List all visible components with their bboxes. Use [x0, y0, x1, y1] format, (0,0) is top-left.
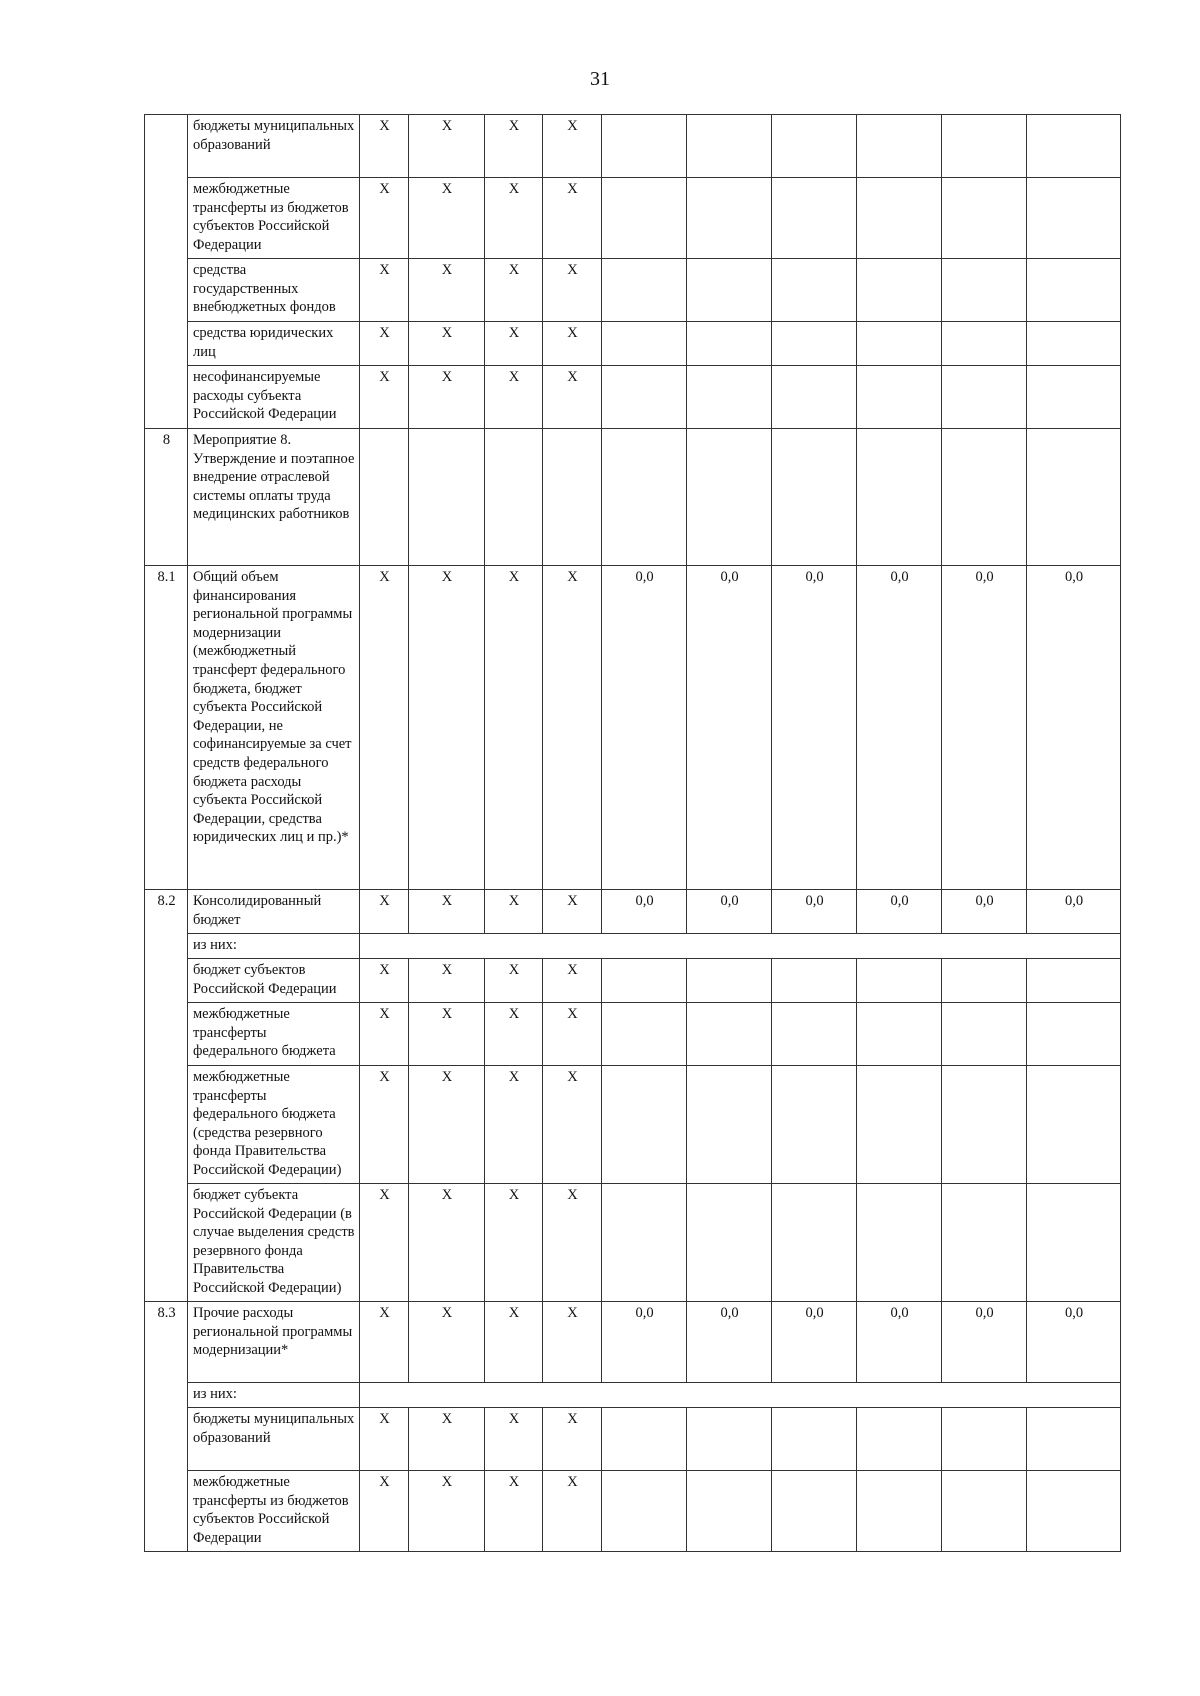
value-cell — [1027, 115, 1121, 178]
value-cell — [602, 1066, 687, 1184]
value-cell — [772, 1471, 857, 1552]
x-cell — [543, 429, 602, 566]
value-cell — [1027, 259, 1121, 322]
value-cell: 0,0 — [1027, 890, 1121, 934]
row-name: межбюджетные трансферты федерального бюджета — [188, 1003, 360, 1066]
value-cell — [857, 115, 942, 178]
table-row — [145, 566, 1121, 890]
value-cell — [602, 1408, 687, 1471]
x-cell: X — [409, 1302, 485, 1383]
value-cell — [942, 1408, 1027, 1471]
x-cell: X — [543, 259, 602, 322]
value-cell: 0,0 — [1027, 1302, 1121, 1383]
x-cell: X — [485, 1302, 543, 1383]
value-cell — [772, 1003, 857, 1066]
value-cell — [1027, 366, 1121, 429]
value-cell — [772, 115, 857, 178]
table-row — [145, 1066, 1121, 1184]
x-cell: X — [543, 1408, 602, 1471]
table-row — [145, 178, 1121, 259]
value-cell: 0,0 — [687, 890, 772, 934]
x-cell: X — [543, 1471, 602, 1552]
x-cell: X — [360, 1302, 409, 1383]
value-cell: 0,0 — [687, 1302, 772, 1383]
value-cell — [687, 115, 772, 178]
spanned-empty-cell — [360, 934, 1121, 959]
x-cell: X — [485, 959, 543, 1003]
row-name: межбюджетные трансферты федерального бюджета (средства резервного фонда Правительства Российской Федерации) — [188, 1066, 360, 1184]
value-cell — [1027, 1003, 1121, 1066]
x-cell: X — [485, 1408, 543, 1471]
x-cell — [409, 429, 485, 566]
x-cell: X — [360, 890, 409, 934]
x-cell: X — [543, 1184, 602, 1302]
value-cell — [857, 1003, 942, 1066]
value-cell — [772, 959, 857, 1003]
row-number — [145, 259, 188, 322]
row-number — [145, 322, 188, 366]
value-cell — [687, 1471, 772, 1552]
value-cell — [1027, 322, 1121, 366]
value-cell — [942, 1003, 1027, 1066]
row-number: 8.3 — [145, 1302, 188, 1383]
value-cell — [942, 178, 1027, 259]
x-cell: X — [543, 1302, 602, 1383]
value-cell — [1027, 1184, 1121, 1302]
value-cell — [772, 322, 857, 366]
value-cell — [602, 1184, 687, 1302]
x-cell: X — [409, 366, 485, 429]
table-row — [145, 1471, 1121, 1552]
x-cell: X — [360, 259, 409, 322]
x-cell: X — [360, 959, 409, 1003]
value-cell: 0,0 — [942, 566, 1027, 890]
value-cell — [772, 178, 857, 259]
value-cell — [602, 1003, 687, 1066]
table-row — [145, 322, 1121, 366]
x-cell: X — [543, 1066, 602, 1184]
row-name: межбюджетные трансферты из бюджетов субъектов Российской Федерации — [188, 1471, 360, 1552]
x-cell: X — [360, 1066, 409, 1184]
value-cell — [687, 178, 772, 259]
value-cell — [857, 1066, 942, 1184]
value-cell — [942, 1066, 1027, 1184]
value-cell — [857, 259, 942, 322]
value-cell — [602, 322, 687, 366]
x-cell: X — [409, 890, 485, 934]
table-row — [145, 1302, 1121, 1383]
value-cell: 0,0 — [602, 1302, 687, 1383]
value-cell: 0,0 — [602, 890, 687, 934]
x-cell: X — [409, 259, 485, 322]
value-cell — [942, 322, 1027, 366]
value-cell — [687, 429, 772, 566]
table-row — [145, 1003, 1121, 1066]
x-cell: X — [409, 959, 485, 1003]
value-cell — [1027, 1408, 1121, 1471]
x-cell: X — [360, 1184, 409, 1302]
x-cell: X — [485, 1184, 543, 1302]
value-cell — [942, 259, 1027, 322]
value-cell — [772, 429, 857, 566]
value-cell — [1027, 178, 1121, 259]
x-cell: X — [409, 1184, 485, 1302]
value-cell — [772, 1184, 857, 1302]
row-name: бюджет субъекта Российской Федерации (в случае выделения средств резервного фонда Правительства Российской Федерации) — [188, 1184, 360, 1302]
x-cell: X — [485, 890, 543, 934]
table-row — [145, 1383, 1121, 1408]
row-number — [145, 1471, 188, 1552]
row-name: Мероприятие 8. Утверждение и поэтапное внедрение отраслевой системы оплаты труда медицинских работников — [188, 429, 360, 566]
row-name: средства юридических лиц — [188, 322, 360, 366]
table-row — [145, 259, 1121, 322]
table-row — [145, 429, 1121, 566]
page-number: 31 — [590, 68, 610, 90]
value-cell — [687, 259, 772, 322]
row-number — [145, 366, 188, 429]
x-cell: X — [485, 366, 543, 429]
value-cell: 0,0 — [772, 890, 857, 934]
value-cell — [1027, 429, 1121, 566]
value-cell — [602, 366, 687, 429]
row-number — [145, 1383, 188, 1408]
row-number: 8.2 — [145, 890, 188, 934]
value-cell — [942, 429, 1027, 566]
value-cell — [602, 178, 687, 259]
value-cell — [687, 959, 772, 1003]
row-name: из них: — [188, 934, 360, 959]
x-cell: X — [485, 1471, 543, 1552]
value-cell — [857, 1471, 942, 1552]
table-row — [145, 115, 1121, 178]
x-cell: X — [360, 115, 409, 178]
row-name: бюджеты муниципальных образований — [188, 1408, 360, 1471]
row-number — [145, 178, 188, 259]
value-cell — [942, 959, 1027, 1003]
value-cell: 0,0 — [942, 1302, 1027, 1383]
value-cell — [602, 115, 687, 178]
x-cell: X — [409, 178, 485, 259]
value-cell: 0,0 — [772, 1302, 857, 1383]
value-cell — [687, 366, 772, 429]
x-cell: X — [360, 1003, 409, 1066]
value-cell — [772, 366, 857, 429]
x-cell: X — [409, 566, 485, 890]
x-cell — [360, 429, 409, 566]
value-cell: 0,0 — [857, 1302, 942, 1383]
value-cell: 0,0 — [602, 566, 687, 890]
x-cell: X — [485, 178, 543, 259]
x-cell: X — [485, 322, 543, 366]
x-cell: X — [360, 1471, 409, 1552]
x-cell: X — [360, 1408, 409, 1471]
x-cell: X — [543, 366, 602, 429]
value-cell — [942, 1471, 1027, 1552]
table-row — [145, 1408, 1121, 1471]
x-cell: X — [485, 1066, 543, 1184]
x-cell: X — [485, 259, 543, 322]
value-cell — [687, 1408, 772, 1471]
row-name: средства государственных внебюджетных фондов — [188, 259, 360, 322]
value-cell: 0,0 — [942, 890, 1027, 934]
x-cell: X — [543, 890, 602, 934]
value-cell — [1027, 1471, 1121, 1552]
x-cell: X — [485, 115, 543, 178]
row-number — [145, 1066, 188, 1184]
row-number: 8 — [145, 429, 188, 566]
x-cell: X — [485, 566, 543, 890]
value-cell — [857, 1184, 942, 1302]
x-cell: X — [409, 1408, 485, 1471]
row-number — [145, 1408, 188, 1471]
value-cell — [772, 1408, 857, 1471]
value-cell — [942, 1184, 1027, 1302]
x-cell: X — [543, 959, 602, 1003]
x-cell: X — [409, 1066, 485, 1184]
table-row — [145, 890, 1121, 934]
value-cell — [602, 1471, 687, 1552]
value-cell: 0,0 — [687, 566, 772, 890]
row-number — [145, 115, 188, 178]
row-name: из них: — [188, 1383, 360, 1408]
value-cell — [857, 959, 942, 1003]
row-name: Общий объем финансирования региональной программы модернизации (межбюджетный трансферт федерального бюджета, бюджет субъекта Российской Федерации, не софинансируемые за счет средств федерального бюджета расходы субъекта Российской Федерации, средства юридических лиц и пр.)* — [188, 566, 360, 890]
value-cell — [602, 429, 687, 566]
x-cell: X — [360, 566, 409, 890]
value-cell — [942, 115, 1027, 178]
x-cell: X — [485, 1003, 543, 1066]
value-cell: 0,0 — [857, 566, 942, 890]
row-name: бюджет субъектов Российской Федерации — [188, 959, 360, 1003]
value-cell — [857, 178, 942, 259]
value-cell — [687, 1066, 772, 1184]
x-cell — [485, 429, 543, 566]
row-name: межбюджетные трансферты из бюджетов субъектов Российской Федерации — [188, 178, 360, 259]
value-cell — [687, 322, 772, 366]
x-cell: X — [409, 1471, 485, 1552]
x-cell: X — [543, 566, 602, 890]
value-cell: 0,0 — [857, 890, 942, 934]
value-cell: 0,0 — [772, 566, 857, 890]
x-cell: X — [543, 115, 602, 178]
value-cell — [857, 366, 942, 429]
row-number — [145, 934, 188, 959]
value-cell — [1027, 1066, 1121, 1184]
x-cell: X — [360, 322, 409, 366]
row-name: Прочие расходы региональной программы модернизации* — [188, 1302, 360, 1383]
value-cell — [602, 959, 687, 1003]
table-row — [145, 959, 1121, 1003]
value-cell — [602, 259, 687, 322]
value-cell — [772, 259, 857, 322]
x-cell: X — [409, 1003, 485, 1066]
value-cell — [687, 1003, 772, 1066]
row-number — [145, 1184, 188, 1302]
x-cell: X — [360, 366, 409, 429]
value-cell — [687, 1184, 772, 1302]
row-name: несофинансируемые расходы субъекта Российской Федерации — [188, 366, 360, 429]
x-cell: X — [409, 322, 485, 366]
x-cell: X — [543, 1003, 602, 1066]
value-cell: 0,0 — [1027, 566, 1121, 890]
value-cell — [857, 429, 942, 566]
x-cell: X — [543, 178, 602, 259]
row-name: Консолидированный бюджет — [188, 890, 360, 934]
table-row — [145, 366, 1121, 429]
value-cell — [857, 1408, 942, 1471]
row-number: 8.1 — [145, 566, 188, 890]
value-cell — [772, 1066, 857, 1184]
x-cell: X — [409, 115, 485, 178]
table-row — [145, 934, 1121, 959]
table-body — [145, 115, 1121, 1552]
x-cell: X — [543, 322, 602, 366]
row-name: бюджеты муниципальных образований — [188, 115, 360, 178]
spanned-empty-cell — [360, 1383, 1121, 1408]
value-cell — [1027, 959, 1121, 1003]
value-cell — [857, 322, 942, 366]
row-number — [145, 959, 188, 1003]
row-number — [145, 1003, 188, 1066]
table-row — [145, 1184, 1121, 1302]
value-cell — [942, 366, 1027, 429]
budget-table — [144, 114, 1121, 1552]
x-cell: X — [360, 178, 409, 259]
